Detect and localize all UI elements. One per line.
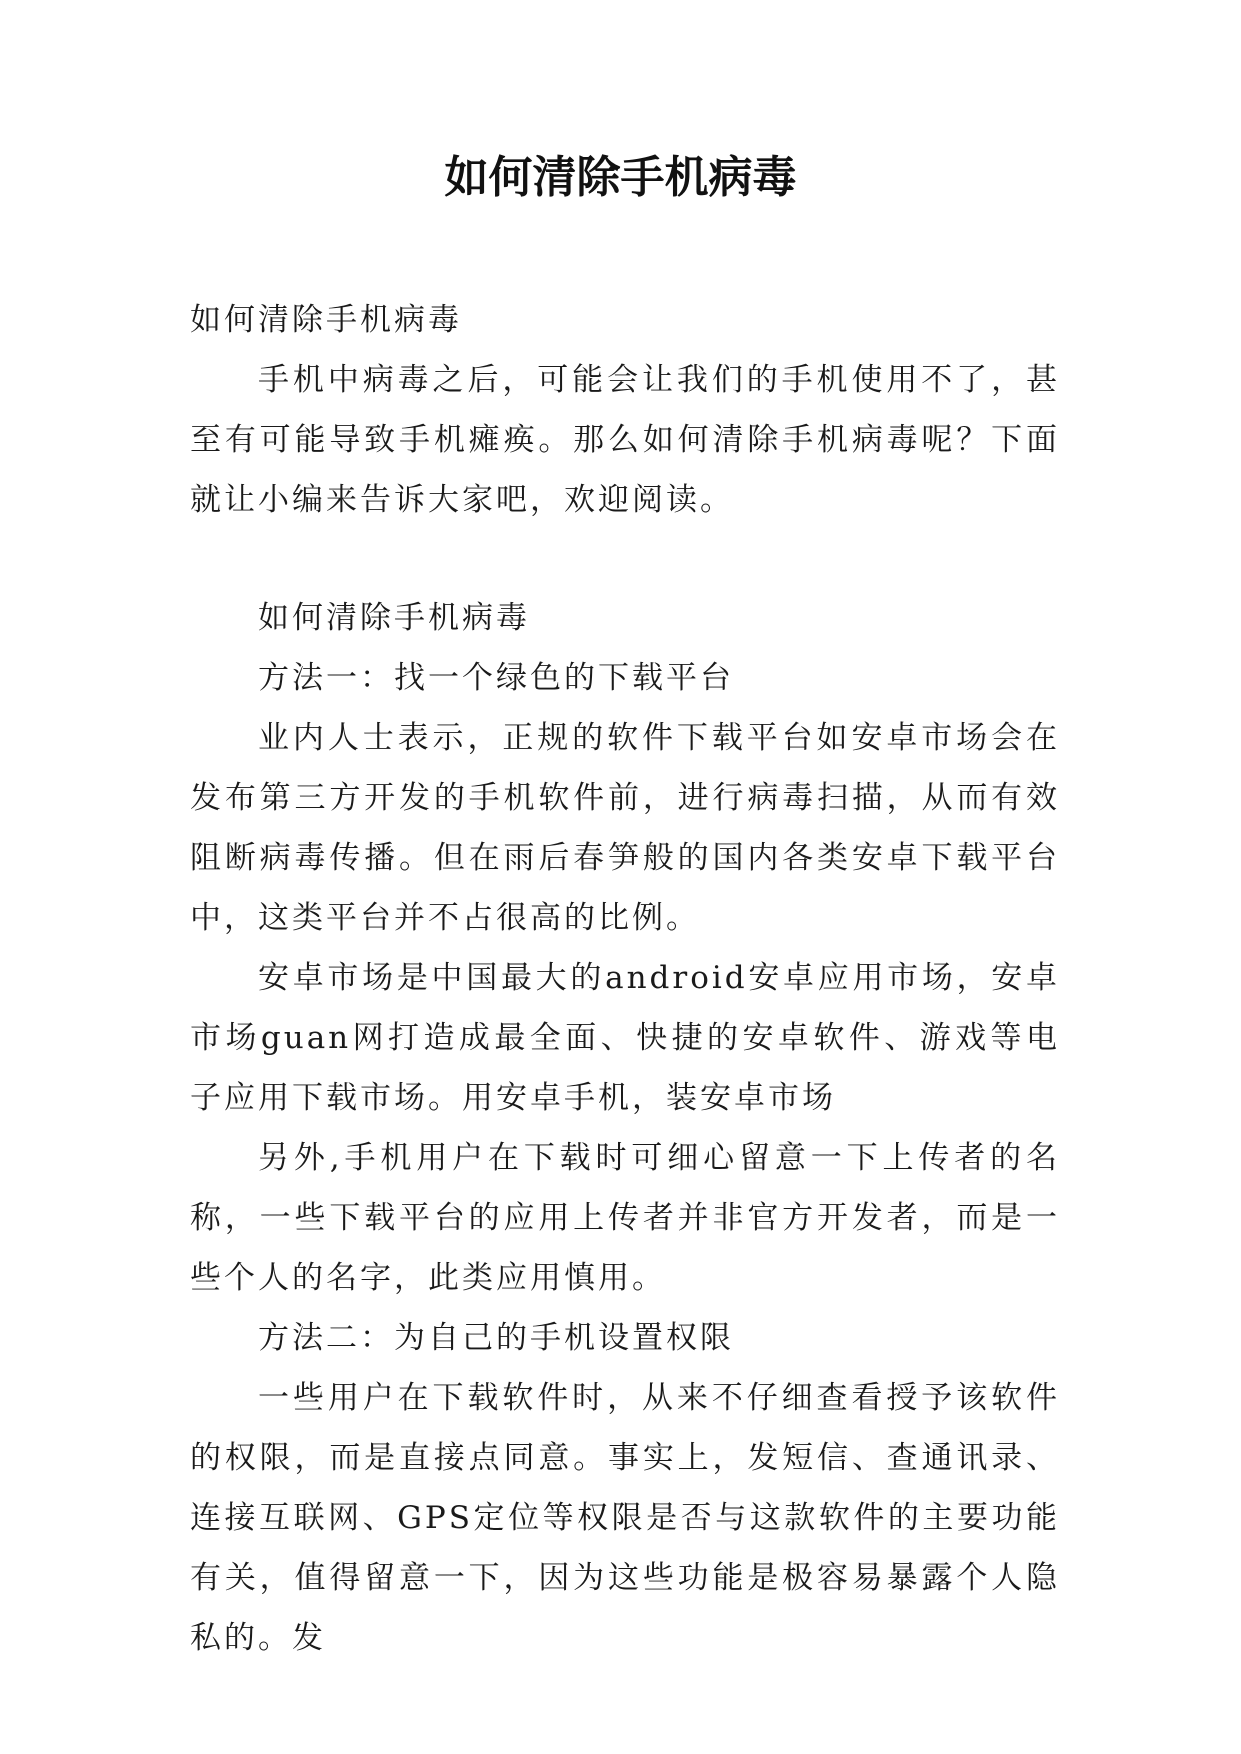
paragraph-spacer bbox=[190, 530, 1060, 588]
document-body bbox=[190, 290, 1060, 1668]
method-one-paragraph: 业内人士表示，正规的软件下载平台如安卓市场会在发布第三方开发的手机软件前，进行病毒扫描，从而有效阻断病毒传播。但在雨后春笋般的国内各类安卓下载平台中，这类平台并不占很高的比例。 bbox=[190, 720, 1060, 936]
method-one-heading: 方法一：找一个绿色的下载平台 bbox=[258, 660, 734, 696]
method-two-heading: 方法二：为自己的手机设置权限 bbox=[258, 1320, 734, 1356]
section-heading: 如何清除手机病毒 bbox=[258, 600, 530, 636]
uploader-paragraph: 另外,手机用户在下载时可细心留意一下上传者的名称，一些下载平台的应用上传者并非官方开发者，而是一些个人的名字，此类应用慎用。 bbox=[190, 1140, 1060, 1296]
android-market-paragraph: 安卓市场是中国最大的android安卓应用市场，安卓市场guan网打造成最全面、快捷的安卓软件、游戏等电子应用下载市场。用安卓手机，装安卓市场 bbox=[190, 960, 1060, 1116]
subtitle-paragraph: 如何清除手机病毒 bbox=[190, 302, 462, 338]
intro-paragraph: 手机中病毒之后，可能会让我们的手机使用不了，甚至有可能导致手机瘫痪。那么如何清除手机病毒呢？下面就让小编来告诉大家吧，欢迎阅读。 bbox=[190, 362, 1060, 518]
document-title: 如何清除手机病毒 bbox=[444, 152, 797, 203]
permissions-paragraph: 一些用户在下载软件时，从来不仔细查看授予该软件的权限，而是直接点同意。事实上，发短信、查通讯录、连接互联网、GPS定位等权限是否与这款软件的主要功能有关，值得留意一下，因为这些功能是极容易暴露个人隐私的。发 bbox=[190, 1380, 1060, 1656]
